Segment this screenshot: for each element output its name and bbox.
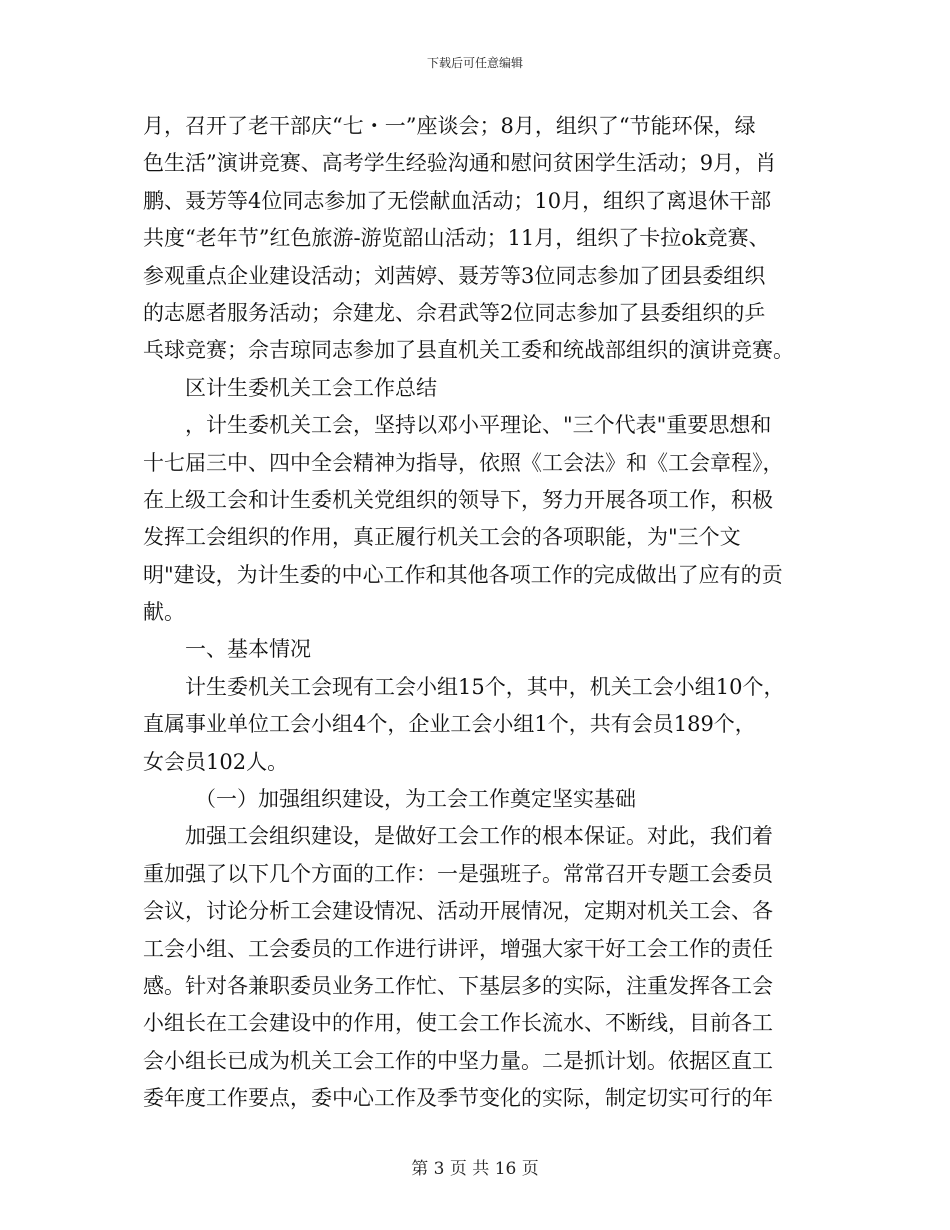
section-title: 区计生委机关工会工作总结: [185, 375, 437, 400]
text-line: 献。: [143, 600, 185, 625]
text-line: 的志愿者服务活动；佘建龙、佘君武等2位同志参加了县委组织的乒: [143, 300, 766, 325]
text-line: 共度“老年节”红色旅游-游览韶山活动；11月，组织了卡拉ok竞赛、: [143, 226, 770, 251]
text-line: 工会小组、工会委员的工作进行讲评，增强大家干好工会工作的责任: [143, 936, 773, 961]
text-line: 重加强了以下几个方面的工作：一是强班子。常常召开专题工会委员: [143, 861, 773, 886]
text-line: 感。针对各兼职委员业务工作忙、下基层多的实际，注重发挥各工会: [143, 973, 773, 998]
text-line: 会议，讨论分析工会建设情况、活动开展情况，定期对机关工会、各: [143, 899, 773, 924]
text-line: 参观重点企业建设活动；刘茜婷、聂芳等3位同志参加了团县委组织: [143, 263, 766, 288]
text-line: 乓球竞赛；佘吉琼同志参加了县直机关工委和统战部组织的演讲竞赛。: [143, 338, 794, 363]
text-line: 计生委机关工会现有工会小组15个，其中，机关工会小组10个，: [185, 674, 785, 699]
text-line: 女会员102人。: [143, 749, 289, 774]
page-footer: 第 3 页 共 16 页: [411, 1159, 539, 1179]
text-line: 发挥工会组织的作用，真正履行机关工会的各项职能，为"三个文: [143, 525, 741, 550]
section-heading: 一、基本情况: [185, 637, 311, 662]
subsection-heading: （一）加强组织建设，为工会工作奠定坚实基础: [195, 787, 636, 812]
text-line: 在上级工会和计生委机关党组织的领导下，努力开展各项工作，积极: [143, 487, 773, 512]
text-line: 小组长在工会建设中的作用，使工会工作长流水、不断线，目前各工: [143, 1011, 773, 1036]
text-line: 月，召开了老干部庆“七・一”座谈会；8月，组织了“节能环保，绿: [143, 114, 756, 138]
text-line: 明"建设，为计生委的中心工作和其他各项工作的完成做出了应有的贡: [143, 562, 783, 587]
document-body: [143, 108, 807, 1118]
text-line: 鹏、聂芳等4位同志参加了无偿献血活动；10月，组织了离退休干部: [143, 188, 772, 213]
text-line: 十七届三中、四中全会精神为指导，依照《工会法》和《工会章程》，: [143, 450, 784, 475]
text-line: 会小组长已成为机关工会工作的中坚力量。二是抓计划。依据区直工: [143, 1048, 773, 1073]
text-line: 加强工会组织建设，是做好工会工作的根本保证。对此，我们着: [185, 824, 773, 849]
text-line: 委年度工作要点，委中心工作及季节变化的实际，制定切实可行的年: [143, 1086, 773, 1111]
page-header: 下载后可任意编辑: [426, 56, 523, 70]
text-line: 直属事业单位工会小组4个，企业工会小组1个，共有会员189个，: [143, 712, 756, 737]
text-line: 色生活”演讲竞赛、高考学生经验沟通和慰问贫困学生活动；9月，肖: [143, 151, 777, 176]
text-line: ，计生委机关工会，坚持以邓小平理论、"三个代表"重要思想和: [185, 413, 772, 438]
